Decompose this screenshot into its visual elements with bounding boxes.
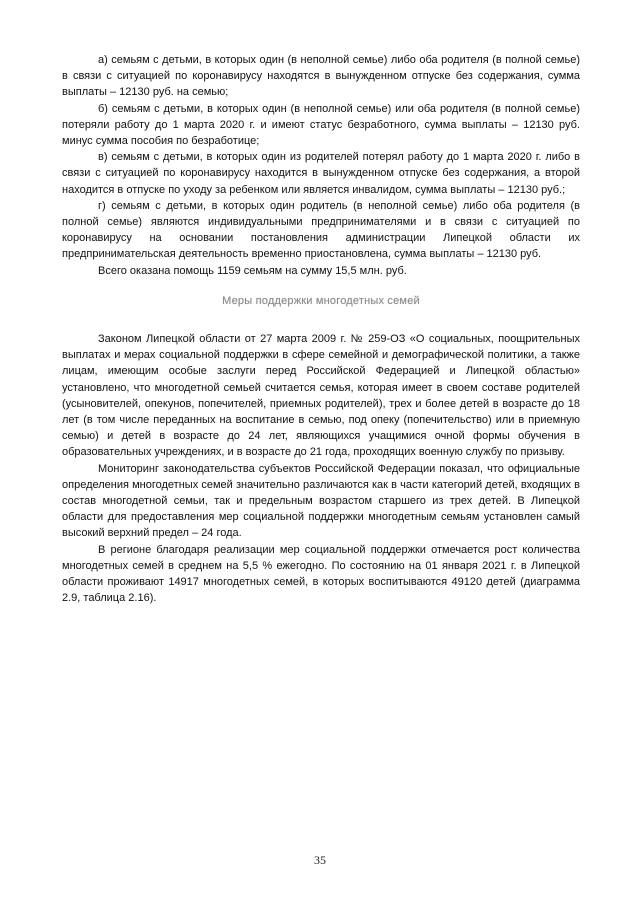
paragraph-g: г) семьям с детьми, в которых один родитель (в неполной семье) либо оба родителя (в полной семье) являются индивидуальными предпринимателями и в связи с ситуацией по коронавирусу на основании постановления администрации Липецкой области их предпринимательская деятельность временно приостановлена, сумма выплаты – 12130 руб. [62,199,580,261]
paragraph-total: Всего оказана помощь 1159 семьям на сумму 15,5 млн. руб. [98,264,407,277]
paragraph-v: в) семьям с детьми, в которых один из родителей потерял работу до 1 марта 2020 г. либо в связи с ситуацией по коронавирусу находится в вынужденном отпуске без содержания, а второй находится в отпуске по уходу за ребенком или является инвалидом, сумма выплаты – 12130 руб.; [62,151,580,196]
section-title: Меры поддержки многодетных семей [222,294,420,307]
paragraph-b: б) семьям с детьми, в которых один (в неполной семье) или оба родителя (в полной семье) потеряли работу до 1 марта 2020 г. и имеют статус безработного, сумма выплаты – 12130 руб. минус сумма пособия по безработице; [62,102,580,148]
page-number: 35 [314,853,326,867]
page-content [62,52,580,607]
paragraph-monitoring: Мониторинг законодательства субъектов Российской Федерации показал, что официальные определения многодетных семей значительно различаются как в части категорий детей, входящих в состав многодетной семьи, так и предельным возрастом старшего из трех детей. В Липецкой области для предоставления мер социальной поддержки многодетным семьям установлен самый высокий верхний предел – 24 года. [62,462,580,540]
paragraph-growth: В регионе благодаря реализации мер социальной поддержки отмечается рост количества многодетных семей в среднем на 5,5 % ежегодно. По состоянию на 01 января 2021 г. в Липецкой области проживают 14917 многодетных семей, в которых воспитываются 49120 детей (диаграмма 2.9, таблица 2.16). [62,543,580,605]
paragraph-law: Законом Липецкой области от 27 марта 2009 г. № 259-ОЗ «О социальных, поощрительных выплатах и мерах социальной поддержки в сфере семейной и демографической политики, а также лицам, имеющим особые заслуги перед Российской Федерацией и Липецкой областью» установлено, что многодетной семьей считается семья, которая имеет в своем составе родителей (усыновителей, опекунов, попечителей, приемных родителей), трех и более детей в возрасте до 18 лет (в том числе переданных на воспитание в семью, под опеку (попечительство) или в приемную семью) и детей в возрасте до 24 лет, являющихся учащимися очной формы обучения в образовательных учреждениях, и в возрасте до 21 года, проходящих военную службу по призыву. [62,333,580,459]
paragraph-a: а) семьям с детьми, в которых один (в неполной семье) либо оба родителя (в полной семье) в связи с ситуацией по коронавирусу находятся в вынужденном отпуске без содержания, сумма выплаты – 12130 руб. на семью; [62,54,580,99]
